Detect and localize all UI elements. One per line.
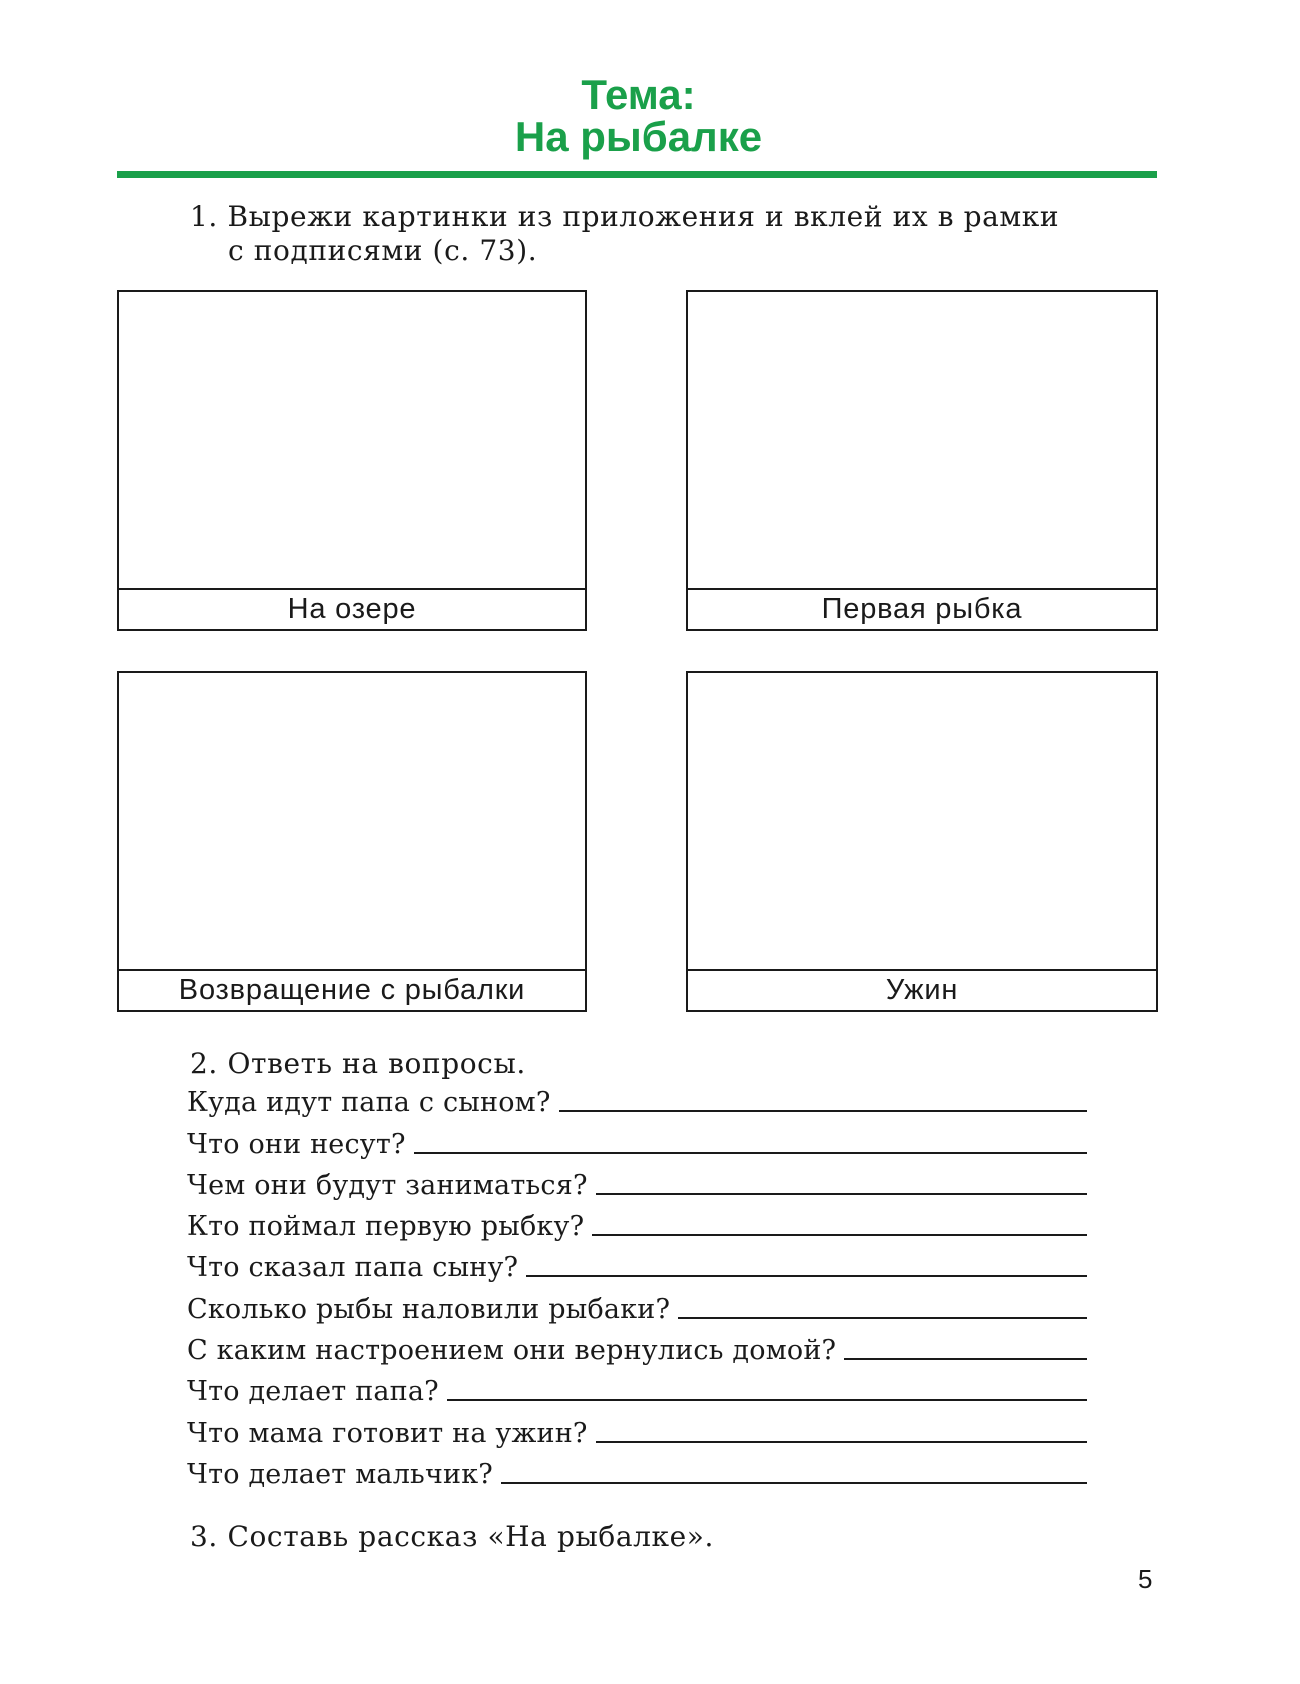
task-1-number: 1. bbox=[190, 200, 218, 233]
question-text: Сколько рыбы наловили рыбаки? bbox=[187, 1293, 671, 1325]
answer-line bbox=[559, 1110, 1087, 1112]
answer-line bbox=[596, 1193, 1087, 1195]
answer-line bbox=[844, 1358, 1087, 1360]
frame-caption: Возвращение с рыбалки bbox=[178, 974, 526, 1006]
page-title-label: Тема: bbox=[581, 71, 696, 118]
question-text: Что мама готовит на ужин? bbox=[187, 1417, 588, 1449]
question-row bbox=[187, 1120, 1087, 1161]
frame-caption: Первая рыбка bbox=[821, 593, 1023, 625]
picture-frame-2 bbox=[686, 290, 1158, 631]
question-text: Что делает мальчик? bbox=[187, 1458, 493, 1490]
answer-line bbox=[678, 1317, 1087, 1319]
page-number: 5 bbox=[1138, 1564, 1153, 1594]
question-row bbox=[187, 1451, 1087, 1492]
question-text: Кто поймал первую рыбку? bbox=[187, 1211, 585, 1243]
task-3-text: Составь рассказ «На рыбалке». bbox=[227, 1520, 715, 1553]
task-2-number: 2. bbox=[190, 1047, 218, 1080]
question-text: Что делает папа? bbox=[187, 1376, 439, 1408]
question-row bbox=[187, 1409, 1087, 1450]
question-row bbox=[187, 1368, 1087, 1409]
picture-slot bbox=[119, 673, 585, 971]
question-text: Что сказал папа сыну? bbox=[187, 1252, 519, 1284]
page-title: На рыбалке bbox=[514, 113, 763, 160]
title-divider bbox=[117, 171, 1157, 178]
answer-line bbox=[526, 1275, 1087, 1277]
frame-caption: На озере bbox=[287, 593, 417, 625]
answer-line bbox=[501, 1482, 1087, 1484]
question-text: Куда идут папа с сыном? bbox=[187, 1087, 551, 1119]
question-text: С каким настроением они вернулись домой? bbox=[187, 1335, 837, 1367]
task-2 bbox=[190, 1047, 526, 1081]
picture-frame-1 bbox=[117, 290, 587, 631]
picture-slot bbox=[119, 292, 585, 590]
question-row bbox=[187, 1162, 1087, 1203]
answer-line bbox=[447, 1399, 1087, 1401]
question-text: Чем они будут заниматься? bbox=[187, 1169, 588, 1201]
question-list bbox=[187, 1079, 1087, 1492]
question-row bbox=[187, 1079, 1087, 1120]
answer-line bbox=[592, 1234, 1087, 1236]
task-1-text-line1: Вырежи картинки из приложения и вклей их в рамки bbox=[227, 200, 1060, 233]
answer-line bbox=[414, 1152, 1087, 1154]
task-1 bbox=[190, 200, 1120, 268]
task-3 bbox=[190, 1520, 714, 1554]
picture-slot bbox=[688, 292, 1156, 590]
picture-slot bbox=[688, 673, 1156, 971]
task-3-number: 3. bbox=[190, 1520, 218, 1553]
question-row bbox=[187, 1244, 1087, 1285]
question-row bbox=[187, 1285, 1087, 1326]
answer-line bbox=[596, 1441, 1087, 1443]
question-row bbox=[187, 1203, 1087, 1244]
picture-frame-3 bbox=[117, 671, 587, 1012]
task-1-text-line2: с подписями (с. 73). bbox=[228, 234, 538, 267]
frame-caption: Ужин bbox=[885, 974, 959, 1006]
task-2-text: Ответь на вопросы. bbox=[227, 1047, 526, 1080]
picture-frame-4 bbox=[686, 671, 1158, 1012]
question-text: Что они несут? bbox=[187, 1128, 406, 1160]
question-row bbox=[187, 1327, 1087, 1368]
